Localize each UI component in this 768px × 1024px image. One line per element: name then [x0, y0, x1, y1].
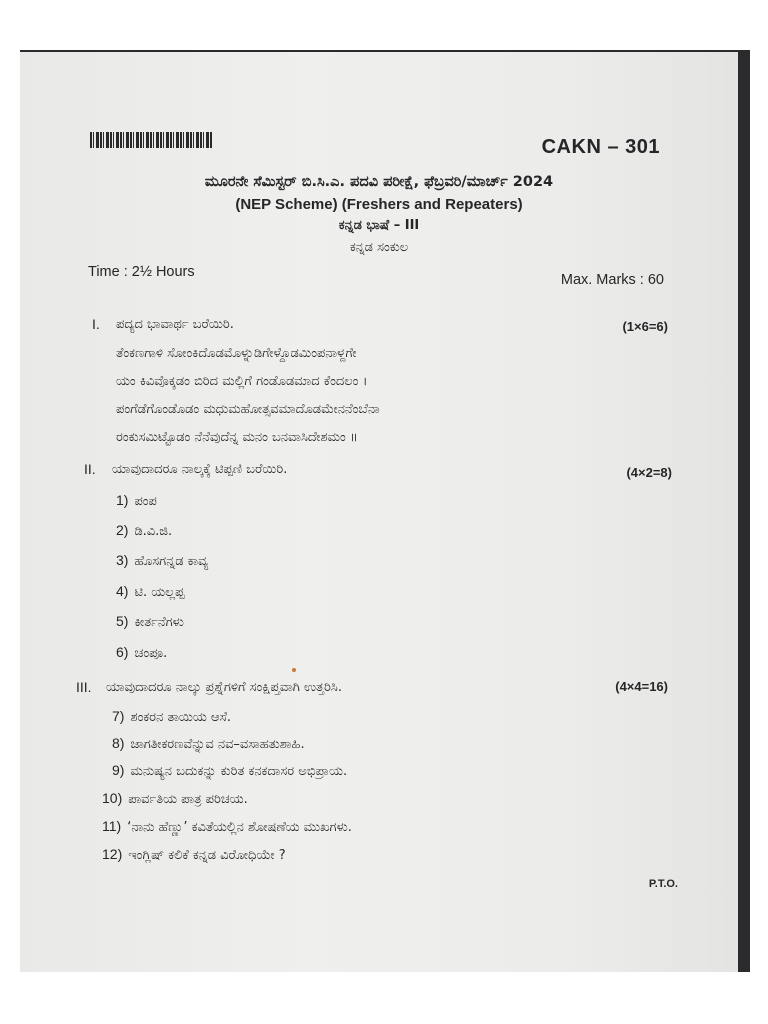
list-item — [116, 613, 184, 630]
item-text: ಜಾಗತೀಕರಣವೆನ್ನುವ ನವ–ವಸಾಹತುಶಾಹಿ. — [130, 737, 305, 752]
section-3-marks: (4×4=16) — [615, 679, 668, 694]
item-text: ಕೀರ್ತನೆಗಳು — [134, 615, 184, 630]
item-number: 2) — [116, 522, 129, 538]
item-number: 1) — [116, 492, 129, 508]
max-marks: Max. Marks : 60 — [560, 272, 664, 288]
item-number: 6) — [116, 644, 129, 660]
section-2-marks: (4×2=8) — [626, 465, 672, 480]
list-item — [116, 644, 167, 661]
item-text: ಮನುಷ್ಯನ ಬದುಕನ್ನು ಕುರಿತ ಕನಕದಾಸರ ಅಭಿಪ್ರಾಯ. — [130, 764, 348, 779]
poem-line: ಯಂ ಕಿವಿವೊಕ್ಕಡಂ ಬಿರಿದ ಮಲ್ಲಿಗೆ ಗಂಡೊಡಮಾದ ಕೆಂದಲಂ । — [116, 374, 368, 389]
section-3-instruction: ಯಾವುದಾದರೂ ನಾಲ್ಕು ಪ್ರಶ್ನೆಗಳಿಗೆ ಸಂಕ್ಷಿಪ್ತವಾಗಿ ಉತ್ತರಿಸಿ. — [106, 680, 342, 695]
list-item — [102, 790, 248, 807]
barcode — [90, 132, 212, 148]
exam-paper — [20, 52, 738, 972]
item-number: 11) — [102, 818, 122, 834]
list-item — [112, 762, 347, 779]
item-text: ಪಂಪ — [134, 494, 157, 509]
poem-line: ರಂಕುಸಮಿಟ್ಟೊಡಂ ನೆನೆವುದೆನ್ನ ಮನಂ ಬನವಾಸಿದೇಶಮಂ ॥ — [116, 430, 358, 445]
section-1-label: I. — [92, 316, 100, 332]
list-item — [102, 846, 286, 863]
list-item — [112, 735, 305, 752]
item-text: ಪಾರ್ವತಿಯ ಪಾತ್ರ ಪರಿಚಯ. — [128, 792, 248, 807]
subtitle-line: ಕನ್ನಡ ಸಂಕುಲ — [349, 240, 409, 255]
item-text: ಹೊಸಗನ್ನಡ ಕಾವ್ಯ — [134, 554, 209, 569]
section-1-instruction: ಪದ್ಯದ ಭಾವಾರ್ಥ ಬರೆಯಿರಿ. — [116, 317, 234, 332]
paper-code: CAKN – 301 — [541, 136, 660, 158]
list-item — [116, 583, 184, 600]
time-allowed: Time : 2½ Hours — [88, 264, 195, 280]
list-item — [116, 522, 172, 539]
list-item — [112, 708, 231, 725]
paper-speck — [292, 668, 296, 672]
scheme-line: (NEP Scheme) (Freshers and Repeaters) — [235, 196, 523, 213]
item-number: 12) — [102, 846, 123, 862]
poem-line: ತೆಂಕಣಗಾಳಿ ಸೋಂಕಿದೊಡಮೊಳ್ನುಡಿಗೇಳ್ದೊಡಮಿಂಪನಾಳ್ದಗೇ — [116, 346, 357, 361]
exam-title: ಮೂರನೇ ಸೆಮಿಸ್ಟರ್ ಬಿ.ಸಿ.ಎ. ಪದವಿ ಪರೀಕ್ಷೆ, ಫೆಬ್ರವರಿ/ಮಾರ್ಚ್ 2024 — [204, 174, 554, 190]
section-3-label: III. — [76, 679, 92, 695]
section-2-instruction: ಯಾವುದಾದರೂ ನಾಲ್ಕಕ್ಕೆ ಟಿಪ್ಪಣಿ ಬರೆಯಿರಿ. — [112, 462, 288, 477]
list-item — [116, 552, 208, 569]
item-text: ಡಿ.ವಿ.ಜಿ. — [134, 524, 173, 539]
section-1-marks: (1×6=6) — [622, 319, 668, 334]
item-text: ‘ನಾನು ಹೆಣ್ಣು’ ಕವಿತೆಯಲ್ಲಿನ ಶೋಷಣೆಯ ಮುಖಗಳು. — [127, 820, 352, 835]
item-number: 3) — [116, 552, 129, 568]
list-item — [102, 818, 352, 835]
item-text: ಇಂಗ್ಲಿಷ್ ಕಲಿಕೆ ಕನ್ನಡ ವಿರೋಧಿಯೇ ? — [128, 848, 286, 863]
poem-line: ಪಂಗೆಡೆಗೊಂಡೊಡಂ ಮಧುಮಹೋತ್ಸವಮಾದೊಡಮೇನನೆಂಬೆನಾ — [116, 402, 380, 417]
item-number: 4) — [116, 583, 129, 599]
item-number: 5) — [116, 613, 129, 629]
list-item — [116, 492, 157, 509]
section-2-label: II. — [84, 461, 96, 477]
item-text: ಶಂಕರನ ತಾಯಿಯ ಆಸೆ. — [130, 710, 232, 725]
item-number: 7) — [112, 708, 125, 724]
item-text: ಚಂಪೂ. — [134, 646, 168, 661]
item-text: ಟಿ. ಯಲ್ಲಪ್ಪ — [134, 585, 185, 600]
item-number: 8) — [112, 735, 125, 751]
item-number: 10) — [102, 790, 123, 806]
subject-line: ಕನ್ನಡ ಭಾಷೆ – III — [338, 218, 420, 233]
item-number: 9) — [112, 762, 125, 778]
pto-label: P.T.O. — [648, 878, 678, 890]
